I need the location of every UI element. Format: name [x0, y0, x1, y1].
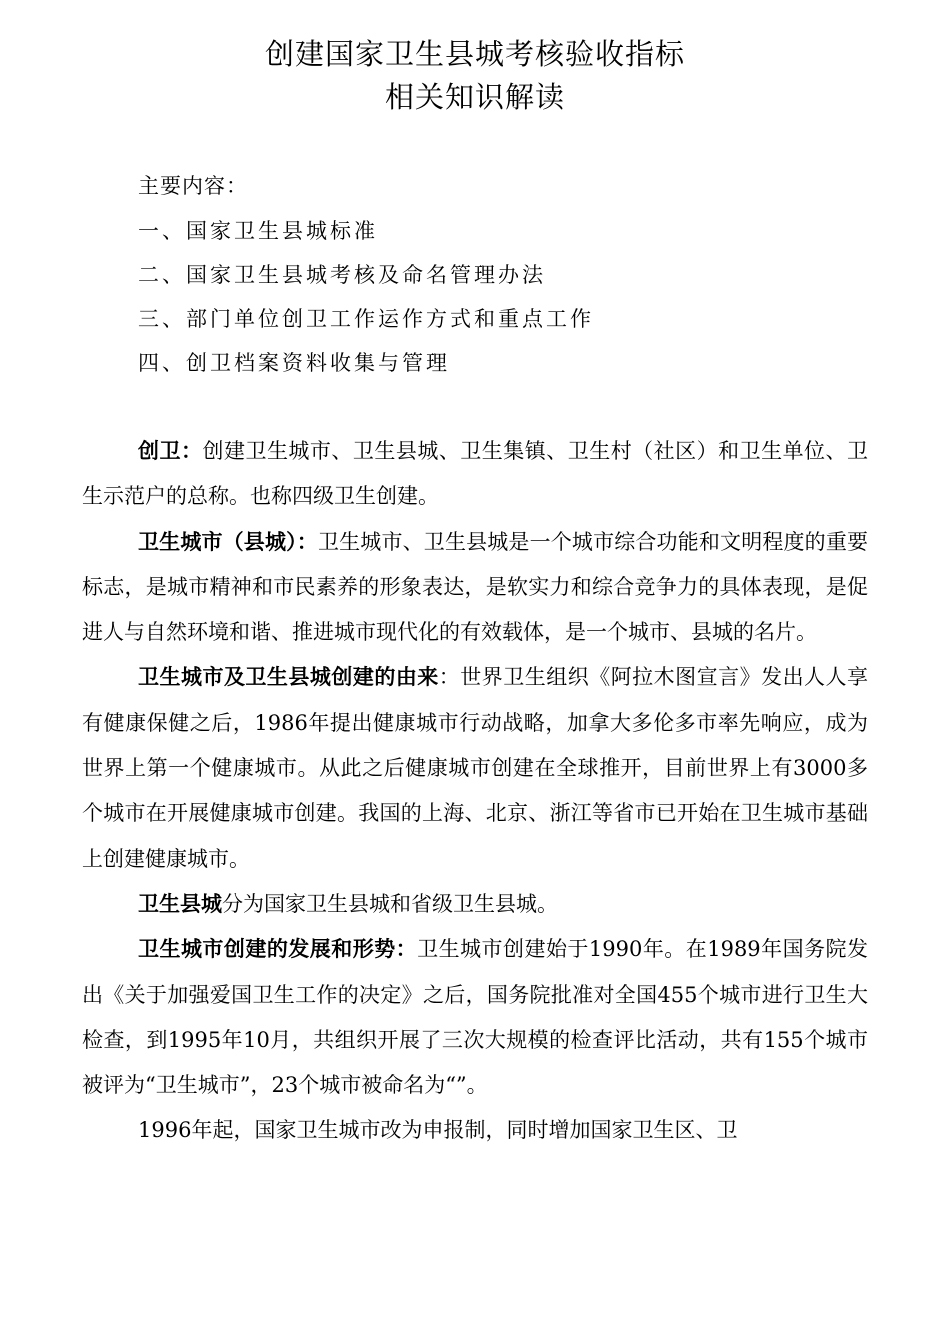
paragraph-term-separator: ： [296, 529, 318, 554]
paragraph-text: 创建卫生城市、卫生县城、卫生集镇、卫生村（社区）和卫生单位、卫生示范户的总称。也称四级卫生创建。 [82, 439, 869, 509]
contents-heading: 主要内容： [138, 174, 248, 198]
contents-item-4: 四、创卫档案资料收集与管理 [138, 351, 450, 375]
paragraph-term-separator: ： [395, 937, 418, 962]
paragraph-text: 1996年起，国家卫生城市改为申报制，同时增加国家卫生区、卫 [138, 1118, 738, 1143]
paragraph-term: 卫生城市及卫生县城创建的由来 [138, 665, 439, 690]
paragraph-term-separator: ： [180, 439, 203, 463]
paragraph-chuangwei [82, 429, 868, 520]
paragraph-text: 卫生城市、卫生县城是一个城市综合功能和文明程度的重要标志，是城市精神和市民素养的形象表达，是软实力和综合竞争力的具体表现，是促进人与自然环境和谐、推进城市现代化的有效载体，是一个城市、县城的名片。 [82, 529, 869, 645]
paragraph-1996 [82, 1108, 868, 1153]
paragraph-term: 卫生县城 [138, 891, 222, 916]
paragraph-term-separator: ： [438, 665, 461, 690]
paragraph-text: 世界卫生组织《阿拉木图宣言》发出人人享有健康保健之后，1986年提出健康城市行动战略，加拿大多伦多市率先响应，成为世界上第一个健康城市。从此之后健康城市创建在全球推开，目前世界上有3000多个城市在开展健康城市创建。我国的上海、北京、浙江等省市已开始在卫生城市基础上创建健康城市。 [82, 665, 869, 871]
paragraph-term: 创卫 [138, 439, 181, 463]
paragraph-text: 卫生城市创建始于1990年。在1989年国务院发出《关于加强爱国卫生工作的决定》之后，国务院批准对全国455个城市进行卫生大检查，到1995年10月，共组织开展了三次大规模的检查评比活动，共有155个城市被评为“卫生城市”，23个城市被命名为“”。 [82, 937, 869, 1098]
paragraph-term: 卫生城市（县城） [138, 529, 297, 554]
paragraph-term: 卫生城市创建的发展和形势 [138, 937, 396, 962]
document-title-line-1: 创建国家卫生县城考核验收指标 [264, 37, 685, 71]
contents-item-1: 一、国家卫生县城标准 [138, 219, 378, 243]
paragraph-text: 分为国家卫生县城和省级卫生县城。 [222, 891, 558, 916]
paragraph-origin [82, 655, 868, 881]
paragraph-development [82, 927, 868, 1108]
body-text [82, 429, 868, 1154]
paragraph-weisheng-chengshi [82, 520, 868, 656]
contents-item-2: 二、国家卫生县城考核及命名管理办法 [138, 263, 546, 287]
paragraph-weisheng-xiancheng [82, 882, 868, 927]
contents-item-3: 三、部门单位创卫工作运作方式和重点工作 [138, 307, 594, 331]
document-title-line-2: 相关知识解读 [384, 80, 565, 114]
